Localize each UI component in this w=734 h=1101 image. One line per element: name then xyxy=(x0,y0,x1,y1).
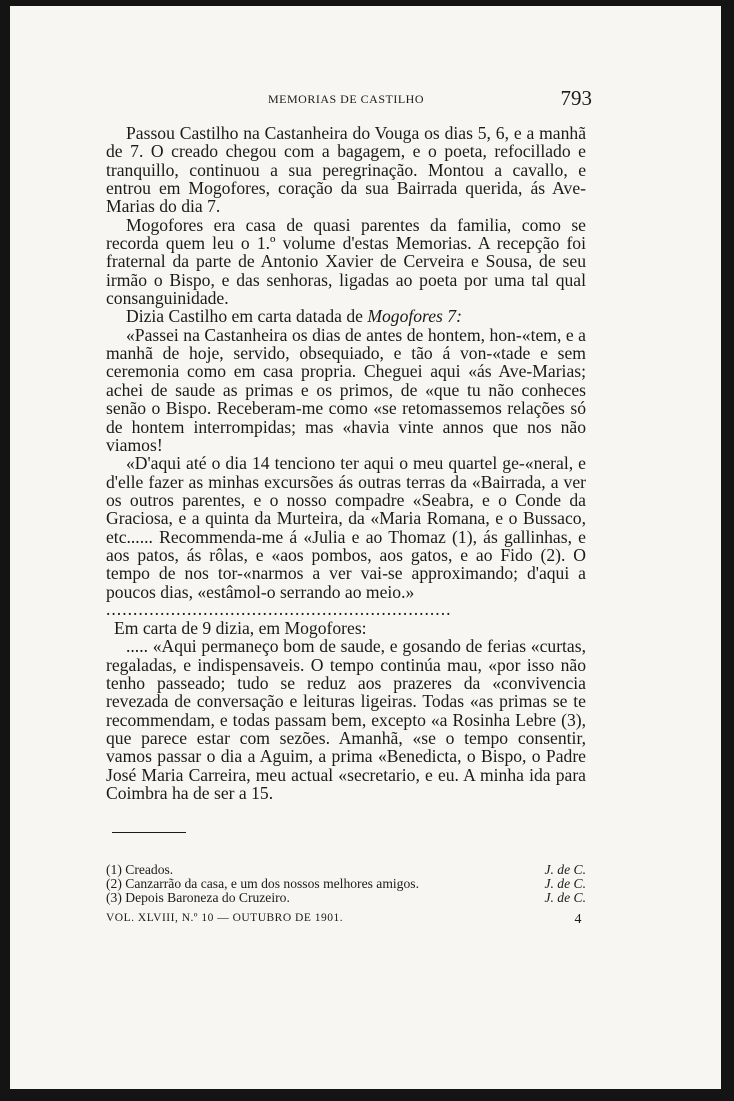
sheet-number: 4 xyxy=(574,912,582,928)
paragraph-mogofores: Mogofores era casa de quasi parentes da familia, como se recorda quem leu o 1.º volume d'estas Memorias. A recepção foi fraternal da parte de Antonio Xavier de Cerveira e Sousa, de seu irmão o Bispo, e das senhoras, ligadas ao poeta por uma tal qual consanguinidade. xyxy=(106,214,586,309)
running-title: MEMORIAS DE CASTILHO xyxy=(267,92,424,106)
footnote-credit: J. de C. xyxy=(544,876,586,892)
paper-sheet xyxy=(10,6,721,1089)
page-number: 793 xyxy=(560,86,592,110)
paragraph-arrival: Passou Castilho na Castanheira do Vouga os dias 5, 6, e a manhã de 7. O creado chegou com a bagagem, e o poeta, refocillado e tranquillo, continuou a sua peregrinação. Montou a cavallo, e entrou em Mogofores, coração da sua Bairrada querida, ás Ave-Marias do dia 7. xyxy=(106,123,586,217)
footnote-text: Depois Baroneza do Cruzeiro. xyxy=(125,890,290,906)
page-header xyxy=(106,86,592,114)
letter-intro-text: Dizia Castilho em carta datada de xyxy=(126,306,368,327)
footnote-credit: J. de C. xyxy=(544,862,586,878)
letter-place-date: Mogofores 7: xyxy=(367,306,462,327)
letter-paragraph-castanheira: «Passei na Castanheira os dias de antes de hontem, hon-«tem, e a manhã de hoje, servido, obsequiado, e tão á von-«tade e sem ceremonia como em casa propria. Cheguei aqui «ás Ave-Marias; achei de saude as primas e os primos, de «que tu não conheces senão o Bispo. Receberam-me como «se retomassemos relações só de hontem interrompidas; mas «havia vinte annos que nos não viamos! xyxy=(106,324,586,455)
body-text xyxy=(106,124,586,802)
footnote-mark: (2) xyxy=(106,876,122,892)
second-letter-intro: Em carta de 9 dizia, em Mogofores: xyxy=(114,617,367,638)
footnotes xyxy=(106,863,586,905)
letter-paragraph-excursions: «D'aqui até o dia 14 tenciono ter aqui o meu quartel ge-«neral, e d'elle fazer as minhas excursões ás outras terras da «Bairrada, a ver os outros parentes, e o nosso compadre «Seabra, e o Conde da Graciosa, e a quinta da Murteira, da «Maria Romana, e o Bussaco, etc...... Recommenda-me á «Julia e ao Thomaz (1), ás gallinhas, e aos patos, ás rôlas, e «aos pombos, aos gatos, e ao Fido (2). O tempo de nos tor-«narmos a ver vai-se approximando; d'aqui a poucos dias, «estâmol-o serrando ao meio.» xyxy=(106,453,586,602)
page-content xyxy=(106,86,592,928)
letter-intro xyxy=(106,307,586,325)
signature-line xyxy=(106,912,586,928)
footnote-mark: (1) xyxy=(106,862,122,878)
footnote-item xyxy=(106,877,586,891)
footnote-item xyxy=(106,863,586,877)
footnote-text: Creados. xyxy=(125,862,174,878)
second-letter-text: ..... «Aqui permaneço bom de saude, e gosando de ferias «curtas, regaladas, e indispensaveis. O tempo continúa mau, «por isso não tenho passeado; tudo se reduz aos prazeres da «convivencia revezada de conversação e leituras ligeiras. Todas «as primas se te recommendam, e todas passam bem, excepto «a Rosinha Lebre (3), que parece estar com sezões. Amanhã, «se o tempo consentir, vamos passar o dia a Aguim, a prima «Benedicta, o Bispo, o Padre José Maria Carreira, meu actual «secretario, e eu. A minha ida para Coimbra ha de ser a 15. xyxy=(106,636,586,804)
ellipsis-divider: ................................................................ xyxy=(106,601,452,617)
footnote-mark: (3) xyxy=(106,890,122,906)
footnote-divider xyxy=(112,832,186,833)
footnote-text: Canzarrão da casa, e um dos nossos melhores amigos. xyxy=(125,876,419,892)
footnote-item xyxy=(106,891,586,905)
footnote-credit: J. de C. xyxy=(544,890,586,906)
volume-issue-line: VOL. XLVIII, N.º 10 — OUTUBRO DE 1901. xyxy=(106,912,344,925)
